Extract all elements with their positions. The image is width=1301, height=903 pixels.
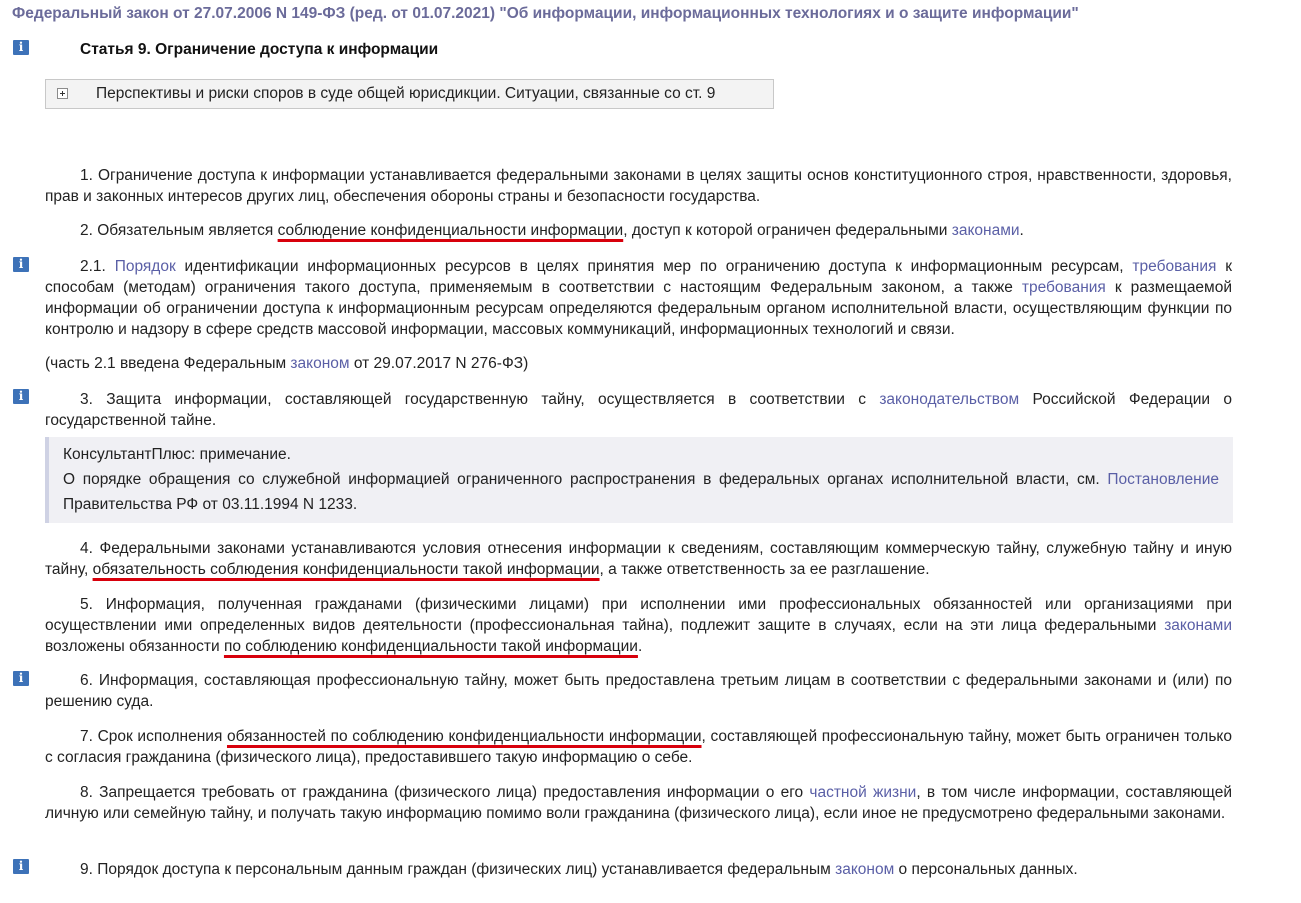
paragraph-9 bbox=[45, 859, 1232, 880]
laws-link[interactable]: законами bbox=[1164, 617, 1232, 634]
resolution-link[interactable]: Постановление bbox=[1107, 471, 1219, 488]
requirements-link-2[interactable]: требования bbox=[1021, 279, 1106, 296]
info-icon[interactable]: i bbox=[13, 389, 29, 404]
text: 7. Срок исполнения bbox=[80, 728, 227, 745]
paragraph-6: 6. Информация, составляющая профессиональную тайну, может быть предоставлена третьим лицам в соответствии с федеральными законами и (или) по решению суда. bbox=[45, 672, 1232, 710]
text: 9. Порядок доступа к персональным данным граждан (физических лиц) устанавливается федеральным bbox=[80, 861, 836, 878]
text: от 29.07.2017 N 276-ФЗ) bbox=[349, 355, 529, 372]
amendment-note bbox=[45, 353, 1232, 374]
info-icon[interactable]: i bbox=[13, 40, 29, 55]
text: идентификации информационных ресурсов в целях принятия мер по ограничению доступа к информационным ресурсам, bbox=[175, 258, 1133, 275]
document-title: Федеральный закон от 27.07.2006 N 149-ФЗ (ред. от 01.07.2021) "Об информации, информационных технологиях и о защите информации" bbox=[12, 5, 1079, 22]
laws-link[interactable]: законами bbox=[951, 222, 1020, 239]
highlighted-phrase: обязанностей по соблюдению конфиденциальности информации bbox=[226, 728, 702, 745]
text: 4. Федеральными законами устанавливаются условия отнесения информации к сведениям, составляющим коммерческую тайну, служебную тайну и иную тайну, bbox=[45, 540, 1232, 578]
text: 3. Защита информации, составляющей государственную тайну, осуществляется в соответствии с bbox=[80, 391, 880, 408]
info-icon[interactable]: i bbox=[13, 257, 29, 272]
article-title: Статья 9. Ограничение доступа к информации bbox=[80, 41, 439, 58]
paragraph-5 bbox=[45, 594, 1232, 657]
text: к способам (методам) ограничения такого доступа, применяемым в соответствии с настоящим Федеральным законом, а также bbox=[45, 258, 1232, 296]
info-icon[interactable]: i bbox=[13, 859, 29, 874]
info-icon[interactable]: i bbox=[13, 671, 29, 686]
note-title: КонсультантПлюс: примечание. bbox=[63, 446, 291, 463]
text: о персональных данных. bbox=[894, 861, 1078, 878]
paragraph-4 bbox=[45, 538, 1232, 580]
consultant-note bbox=[45, 437, 1233, 523]
text: О порядке обращения со служебной информацией ограниченного распространения в федеральных органах исполнительной власти, см. bbox=[63, 471, 1108, 488]
private-life-link[interactable]: частной жизни bbox=[809, 784, 917, 801]
highlighted-phrase: по соблюдению конфиденциальности такой информации bbox=[223, 638, 638, 655]
text: (часть 2.1 введена Федеральным bbox=[45, 355, 291, 372]
expand-plus-icon[interactable] bbox=[57, 88, 68, 99]
text: , составляющей профессиональную тайну, может быть ограничен только с согласия гражданина (физического лица), предоставившего такую информацию о себе. bbox=[45, 728, 1232, 766]
note-body bbox=[63, 467, 1219, 517]
text: , доступ к которой ограничен федеральными bbox=[623, 222, 952, 239]
text: , а также ответственность за ее разглашение. bbox=[599, 561, 930, 578]
text: 8. Запрещается требовать от гражданина (физического лица) предоставления информации о его bbox=[80, 784, 810, 801]
paragraph-8 bbox=[45, 782, 1232, 824]
text: 2. Обязательным является bbox=[80, 222, 278, 239]
text: 2.1. bbox=[80, 258, 115, 275]
court-disputes-expander[interactable] bbox=[45, 79, 774, 109]
text: к размещаемой информации об ограничении доступа к информационным ресурсам определяются федеральным органом исполнительной власти, осуществляющим функции по контролю и надзору в сфере средств массовой информации, массовых коммуникаций, информационных технологий и связи. bbox=[45, 279, 1232, 338]
paragraph-1: 1. Ограничение доступа к информации устанавливается федеральными законами в целях защиты основ конституционного строя, нравственности, здоровья, прав и законных интересов других лиц, обеспечения обороны страны и безопасности государства. bbox=[45, 167, 1232, 205]
paragraph-2 bbox=[45, 220, 1232, 241]
expander-label: Перспективы и риски споров в суде общей юрисдикции. Ситуации, связанные со ст. 9 bbox=[96, 85, 716, 102]
law-link[interactable]: законом bbox=[835, 861, 895, 878]
paragraph-3 bbox=[45, 389, 1232, 431]
procedure-link[interactable]: Порядок bbox=[114, 258, 176, 275]
paragraph-7 bbox=[45, 726, 1232, 768]
legislation-link[interactable]: законодательством bbox=[879, 391, 1020, 408]
text: . bbox=[1019, 222, 1024, 239]
highlighted-phrase: обязательность соблюдения конфиденциальности такой информации bbox=[92, 561, 600, 578]
text: Российской Федерации о государственной тайне. bbox=[45, 391, 1232, 429]
law-link[interactable]: законом bbox=[290, 355, 350, 372]
text: возложены обязанности bbox=[45, 638, 224, 655]
requirements-link[interactable]: требования bbox=[1132, 258, 1217, 275]
text: 5. Информация, полученная гражданами (физическими лицами) при исполнении ими профессиональных обязанностей или организациями при осуществлении ими определенных видов деятельности (профессиональная тайна), подлежит защите в случаях, если на эти лица федеральными bbox=[45, 596, 1232, 634]
text: . bbox=[637, 638, 643, 655]
paragraph-2-1 bbox=[45, 256, 1232, 340]
text: , в том числе информации, составляющей личную или семейную тайну, и получать такую информацию помимо воли гражданина (физического лица), если иное не предусмотрено федеральными законами. bbox=[45, 784, 1232, 822]
text: Правительства РФ от 03.11.1994 N 1233. bbox=[63, 496, 358, 513]
highlighted-phrase: соблюдение конфиденциальности информации bbox=[277, 222, 624, 239]
